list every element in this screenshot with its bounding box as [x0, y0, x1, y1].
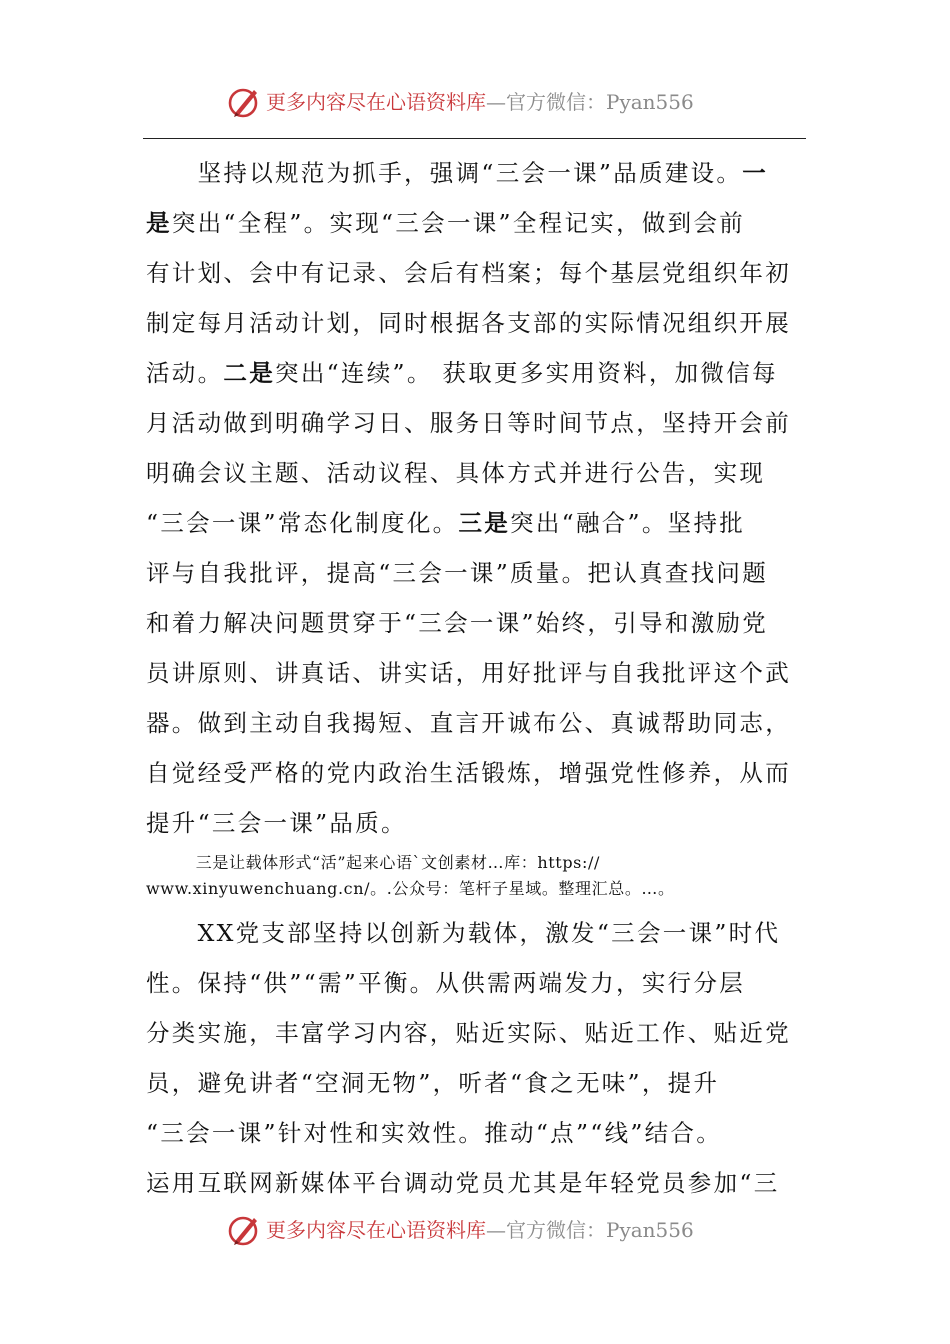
- text-line: 月活动做到明确学习日、服务日等时间节点，坚持开会前: [146, 409, 791, 437]
- text-run: 坚持以规范为抓手，强调“三会一课”品质建设。: [146, 159, 743, 187]
- text-line: [146, 498, 806, 548]
- source-note: [146, 850, 806, 902]
- banner-brand: 更多内容尽在心语资料库: [266, 1218, 486, 1242]
- footer-banner: [0, 1206, 950, 1256]
- text-line: “三会一课”针对性和实效性。推动“点”“线”结合。: [146, 1119, 723, 1147]
- note-line: 三是让载体形式“活”起来心语`文创素材…库：https://: [146, 853, 600, 872]
- text-line: 自觉经受严格的党内政治生活锻炼，增强党性修养，从而: [146, 759, 791, 787]
- bold-run: 三是: [458, 509, 511, 537]
- text-line: 员讲原则、讲真话、讲实话，用好批评与自我批评这个武: [146, 659, 791, 687]
- text-line: 明确会议主题、活动议程、具体方式并进行公告，实现: [146, 459, 766, 487]
- text-run: 突出“全程”。实现“三会一课”全程记实，做到会前: [171, 209, 746, 237]
- text-line: [146, 348, 806, 398]
- document-body: [146, 148, 806, 1208]
- bold-run: 是: [146, 209, 172, 237]
- text-run: 突出“融合”。坚持批: [510, 509, 746, 537]
- pen-circle-logo-icon: [226, 84, 262, 120]
- banner-text: [266, 88, 694, 116]
- text-line: 性。保持“供”“需”平衡。从供需两端发力，实行分层: [146, 969, 746, 997]
- text-line: [146, 198, 806, 248]
- pen-circle-logo-icon: [226, 1212, 262, 1248]
- text-line: 员，避免讲者“空洞无物”，听者“食之无味”，提升: [146, 1069, 720, 1097]
- banner-contact: 官方微信：Pyan556: [506, 1218, 694, 1242]
- text-line: 分类实施，丰富学习内容，贴近实际、贴近工作、贴近党: [146, 1019, 791, 1047]
- text-run: “三会一课”常态化制度化。: [146, 509, 459, 537]
- text-line: 有计划、会中有记录、会后有档案；每个基层党组织年初: [146, 259, 791, 287]
- text-line: XX党支部坚持以创新为载体，激发“三会一课”时代: [146, 919, 781, 947]
- header-banner: [0, 78, 950, 128]
- bold-run: 一: [742, 159, 769, 187]
- text-line: 提升“三会一课”品质。: [146, 809, 407, 837]
- text-line: 评与自我批评，提高“三会一课”质量。把认真查找问题: [146, 559, 769, 587]
- text-run: 突出“连续”。 获取更多实用资料，加微信每: [275, 359, 778, 387]
- paragraph-1: [146, 148, 806, 848]
- text-line: 制定每月活动计划，同时根据各支部的实际情况组织开展: [146, 309, 791, 337]
- text-line: 运用互联网新媒体平台调动党员尤其是年轻党员参加“三: [146, 1169, 780, 1197]
- note-line: www.xinyuwenchuang.cn/。.公众号：笔杆子星域。整理汇总。…。: [146, 879, 675, 898]
- text-line: [146, 148, 806, 198]
- banner-brand: 更多内容尽在心语资料库: [266, 90, 486, 114]
- text-line: 和着力解决问题贯穿于“三会一课”始终，引导和激励党: [146, 609, 769, 637]
- banner-separator: —: [486, 90, 506, 114]
- banner-separator: —: [486, 1218, 506, 1242]
- banner-text: [266, 1216, 694, 1244]
- text-run: 活动。: [146, 359, 224, 387]
- text-line: 器。做到主动自我揭短、直言开诚布公、真诚帮助同志，: [146, 709, 791, 737]
- bold-run: 二是: [223, 359, 276, 387]
- header-divider: [143, 138, 806, 139]
- banner-contact: 官方微信：Pyan556: [506, 90, 694, 114]
- paragraph-2: [146, 908, 806, 1208]
